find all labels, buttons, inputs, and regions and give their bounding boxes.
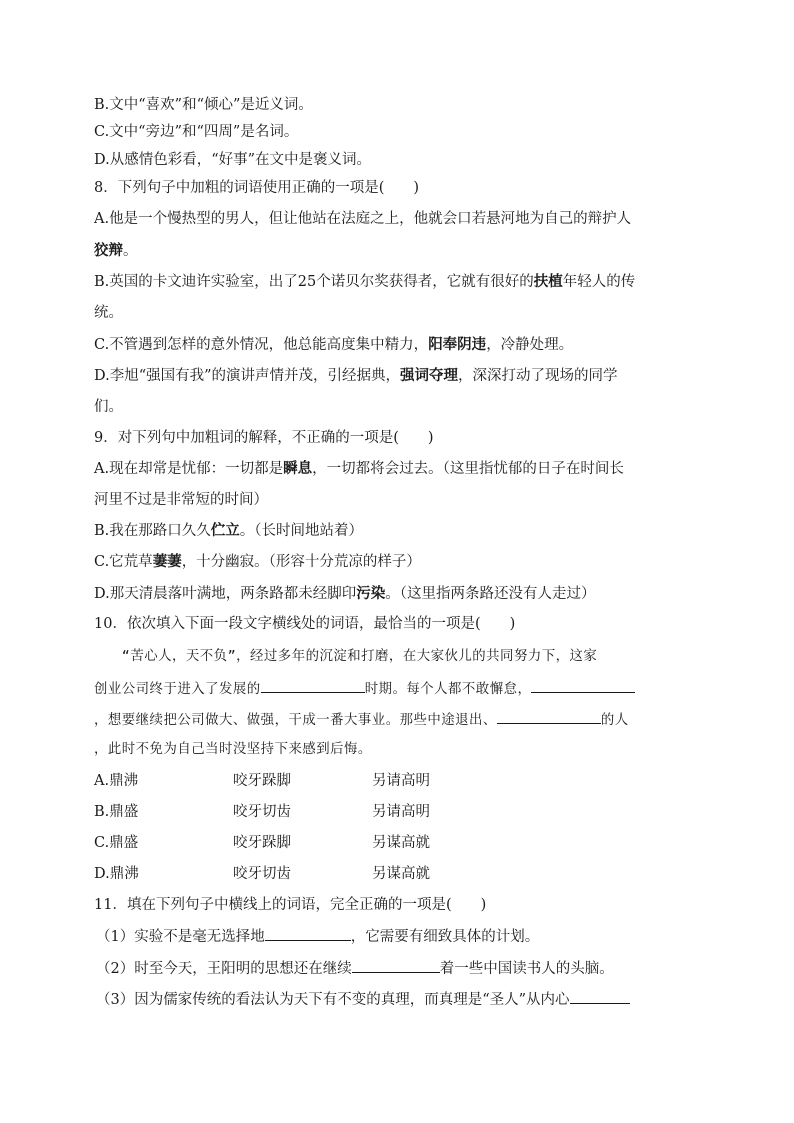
bold-term: 扶植 (533, 273, 563, 290)
text: ，冷静处理。 (486, 337, 574, 353)
q8-stem: 8．下列句子中加粗的词语使用正确的一项是( ) (94, 180, 420, 196)
bold-term: 伫立 (210, 522, 240, 539)
q8-option-c (94, 335, 573, 355)
q9-option-a (94, 459, 624, 479)
q10-passage-line-4: ，此时不免为自己当时没坚持下来感到后悔。 (94, 742, 372, 757)
q9-option-d (94, 584, 595, 604)
q10-stem: 10．依次填入下面一段文字横线处的词语，最恰当的一项是( ) (94, 616, 516, 632)
q10-option-b-3: 另请高明 (372, 804, 430, 820)
text: 的人 (600, 713, 629, 728)
text: （2）时至今天，王阳明的思想还在继续 (96, 961, 352, 977)
q10-option-d-3: 另谋高就 (372, 866, 430, 882)
q11-sentence-3 (96, 989, 630, 1010)
q10-option-a-1: A.鼎沸 (94, 773, 139, 789)
text: B.我在那路口久久 (94, 523, 211, 539)
answer-blank[interactable] (531, 678, 635, 693)
q9-option-b (94, 521, 363, 541)
text: 。（这里指两条路还没有人走过） (385, 586, 596, 602)
q10-option-c-2: 咬牙跺脚 (233, 835, 291, 851)
q11-sentence-2 (96, 958, 614, 979)
q10-option-c-1: C.鼎盛 (94, 835, 139, 851)
q8-option-d-cont: 们。 (94, 399, 123, 415)
q8-option-b (94, 272, 635, 292)
text: 着一些中国读书人的头脑。 (439, 961, 614, 977)
q10-passage-line-2 (94, 678, 635, 700)
text: 时期。每个人都不敢懈怠， (364, 682, 532, 697)
text: ，深深打动了现场的同学 (458, 368, 618, 384)
q7-option-b: B.文中“喜欢”和“倾心”是近义词。 (94, 97, 313, 113)
bold-term: 瞬息 (283, 460, 313, 477)
q9-stem: 9．对下列句中加粗词的解释，不正确的一项是( ) (94, 430, 434, 446)
answer-blank[interactable] (261, 678, 365, 693)
bold-term: 狡辩 (94, 242, 123, 259)
q10-option-a-2: 咬牙跺脚 (233, 773, 291, 789)
text: 。 (123, 243, 138, 259)
q7-option-d: D.从感情色彩看，“好事”在文中是褒义词。 (94, 152, 372, 168)
text: 年轻人的传 (562, 274, 636, 290)
answer-blank[interactable] (497, 709, 601, 724)
q10-option-b-1: B.鼎盛 (94, 804, 139, 820)
text: ，十分幽寂。（形容十分荒凉的样子） (181, 554, 421, 570)
q8-option-d (94, 366, 618, 386)
q10-option-c-3: 另谋高就 (372, 835, 430, 851)
text: （3）因为儒家传统的看法认为天下有不变的真理，而真理是“圣人”从内心 (96, 992, 570, 1008)
text: ，它需要有细致具体的计划。 (350, 929, 540, 945)
q7-option-c: C.文中“旁边”和“四周”是名词。 (94, 124, 299, 140)
text: 创业公司终于进入了发展的 (94, 682, 261, 697)
q8-option-a-cont (94, 241, 138, 261)
bold-term: 萋萋 (152, 553, 182, 570)
text: 。（长时间地站着） (239, 523, 364, 539)
q8-option-b-cont: 统。 (94, 305, 123, 321)
text: B.英国的卡文迪许实验室，出了25个诺贝尔奖获得者，它就有很好的 (94, 274, 534, 290)
bold-term: 阳奉阴违 (428, 336, 487, 353)
q11-sentence-1 (96, 926, 539, 947)
text: D.那天清晨落叶满地，两条路都未经脚印 (94, 586, 357, 602)
q10-passage-line-1: “苦心人，天不负”，经过多年的沉淀和打磨，在大家伙儿的共同努力下，这家 (94, 649, 598, 664)
text: ，想要继续把公司做大、做强，干成一番大事业。那些中途退出、 (94, 713, 497, 728)
q11-stem: 11．填在下列句子中横线上的词语，完全正确的一项是( ) (94, 897, 487, 913)
text: （1）实验不是毫无选择地 (96, 929, 265, 945)
text: D.李旭“强国有我”的演讲声情并茂，引经据典， (94, 368, 401, 384)
text: A.现在却常是忧郁：一切都是 (94, 461, 284, 477)
text: ，一切都将会过去。（这里指忧郁的日子在时间长 (312, 461, 624, 477)
q10-option-d-1: D.鼎沸 (94, 866, 139, 882)
text: C.它荒草 (94, 554, 153, 570)
q9-option-c (94, 552, 421, 572)
q8-option-a: A.他是一个慢热型的男人，但让他站在法庭之上，他就会口若悬河地为自己的辩护人 (94, 211, 632, 227)
bold-term: 污染 (356, 585, 386, 602)
q10-passage-line-3 (94, 709, 629, 731)
answer-blank[interactable] (570, 989, 630, 1004)
q10-option-a-3: 另请高明 (372, 773, 430, 789)
q10-option-b-2: 咬牙切齿 (233, 804, 291, 820)
answer-blank[interactable] (352, 958, 440, 973)
bold-term: 强词夺理 (400, 367, 459, 384)
q9-option-a-cont: 河里不过是非常短的时间） (94, 492, 268, 508)
q10-option-d-2: 咬牙切齿 (233, 866, 291, 882)
answer-blank[interactable] (265, 926, 351, 941)
text: C.不管遇到怎样的意外情况，他总能高度集中精力， (94, 337, 429, 353)
